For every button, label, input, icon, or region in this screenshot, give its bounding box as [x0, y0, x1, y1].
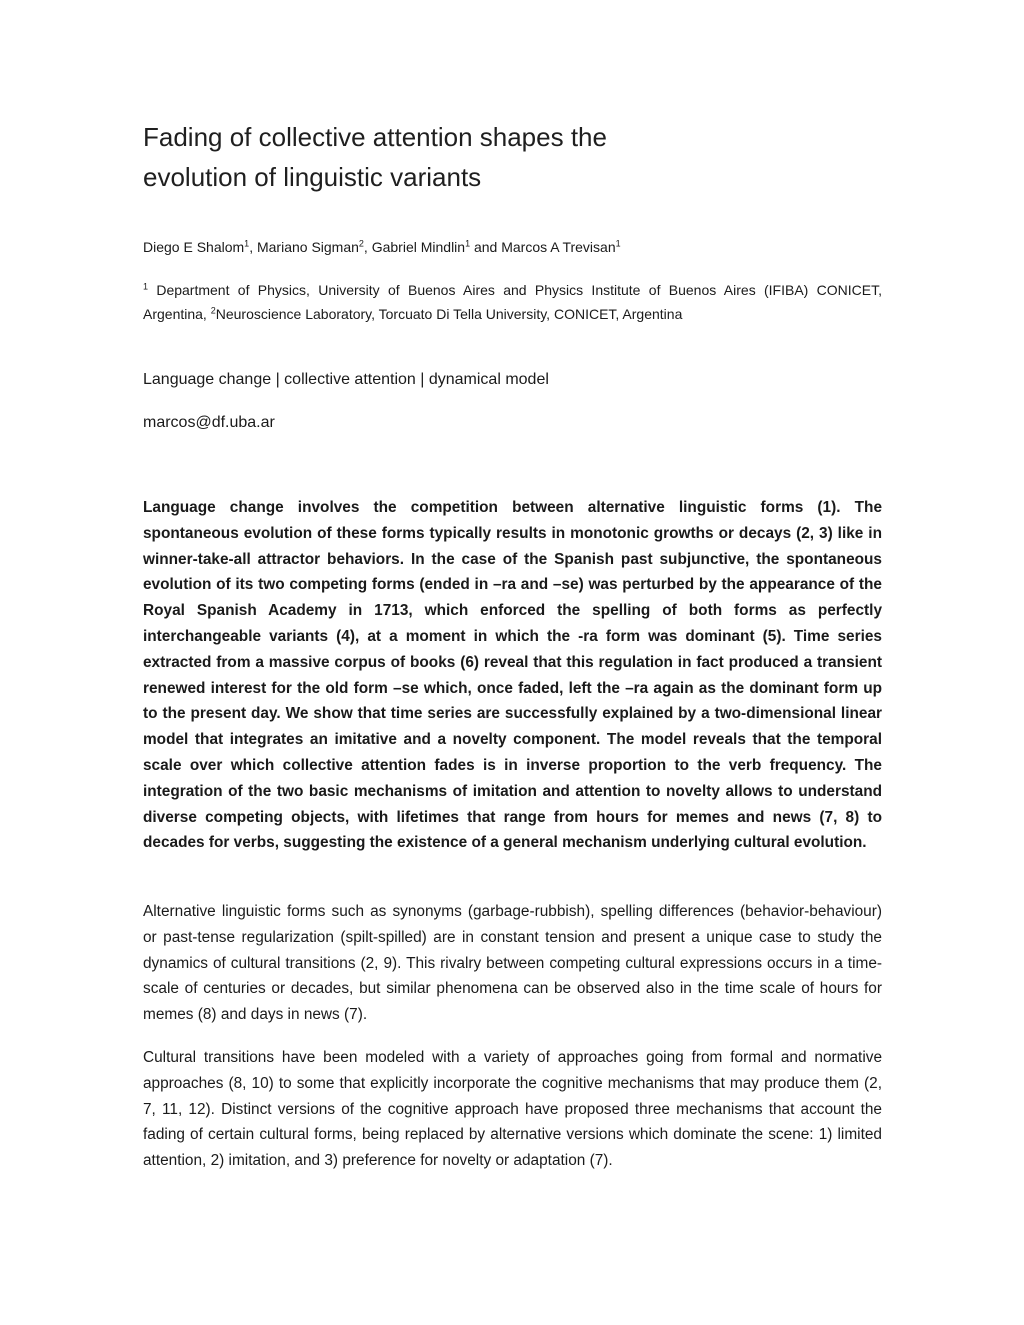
author-name: Marcos A Trevisan — [501, 239, 616, 255]
author-name: Mariano Sigman — [256, 239, 359, 255]
author-affiliation-mark: 1 — [615, 238, 621, 249]
author-name: Diego E Shalom — [143, 239, 245, 255]
author-name: Gabriel Mindlin — [371, 239, 466, 255]
affiliation-mark: 2 — [210, 305, 216, 316]
abstract: Language change involves the competition between alternative linguistic forms (1). The spontaneous evolution of these forms typically results in monotonic growths or decays (2, 3) like in winner-take-all attractor behaviors. In the case of the Spanish past subjunctive, the spontaneous evolution of its two competing forms (ended in –ra and –se) was perturbed by the appearance of the Royal Spanish Academy in 1713, which enforced the spelling of both forms as perfectly interchangeable variants (4), at a moment in which the -ra form was dominant (5). Time series extracted from a massive corpus of books (6) reveal that this regulation in fact produced a transient renewed interest for the old form –se which, once faded, left the –ra again as the dominant form up to the present day. We show that time series are successfully explained by a two-dimensional linear model that integrates an imitative and a novelty component. The model reveals that the temporal scale over which collective attention fades is in inverse proportion to the verb frequency. The integration of the two basic mechanisms of imitation and attention to novelty allows to understand diverse competing objects, with lifetimes that range from hours for memes and news (7, 8) to decades for verbs, suggesting the existence of a general mechanism underlying cultural evolution. — [143, 499, 882, 852]
body-paragraph: Alternative linguistic forms such as synonyms (garbage-rubbish), spelling differences (behavior-behaviour) or past-tense regularization (spilt-spilled) are in constant tension and present a unique case to study the dynamics of cultural transitions (2, 9). This rivalry between competing cultural expressions occurs in a time-scale of centuries or decades, but similar phenomena can be observed also in the time scale of hours for memes (8) and days in news (7). — [143, 903, 882, 1024]
author-list — [143, 237, 882, 257]
author-affiliation-mark: 1 — [244, 238, 250, 249]
author-separator: and — [470, 239, 502, 255]
author-affiliation-mark: 2 — [358, 238, 364, 249]
affiliation-text: Neuroscience Laboratory, Torcuato Di Tella University, CONICET, Argentina — [215, 306, 683, 322]
author-separator: , — [363, 239, 372, 255]
body-paragraph: Cultural transitions have been modeled with a variety of approaches going from formal and normative approaches (8, 10) to some that explicitly incorporate the cognitive mechanisms that may produce them (2, 7, 11, 12). Distinct versions of the cognitive approach have proposed three mechanisms that account the fading of certain cultural forms, being replaced by alternative versions which dominate the scene: 1) limited attention, 2) imitation, and 3) preference for novelty or adaptation (7). — [143, 1049, 882, 1170]
author-separator: , — [249, 239, 257, 255]
title-line-1: Fading of collective attention shapes the — [143, 122, 607, 152]
author-affiliation-mark: 1 — [465, 238, 471, 249]
contact-email: marcos@df.uba.ar — [143, 414, 275, 431]
affiliations — [143, 278, 882, 326]
affiliation-mark: 1 — [143, 281, 149, 292]
title-line-2: evolution of linguistic variants — [143, 162, 482, 192]
affiliation-text: Department of Physics, University of Buenos Aires and Physics Institute of Buenos Aires (IFIBA) CONICET, Argentina, — [143, 282, 882, 322]
keywords: Language change | collective attention | dynamical model — [143, 371, 549, 388]
paper-title — [143, 117, 607, 197]
